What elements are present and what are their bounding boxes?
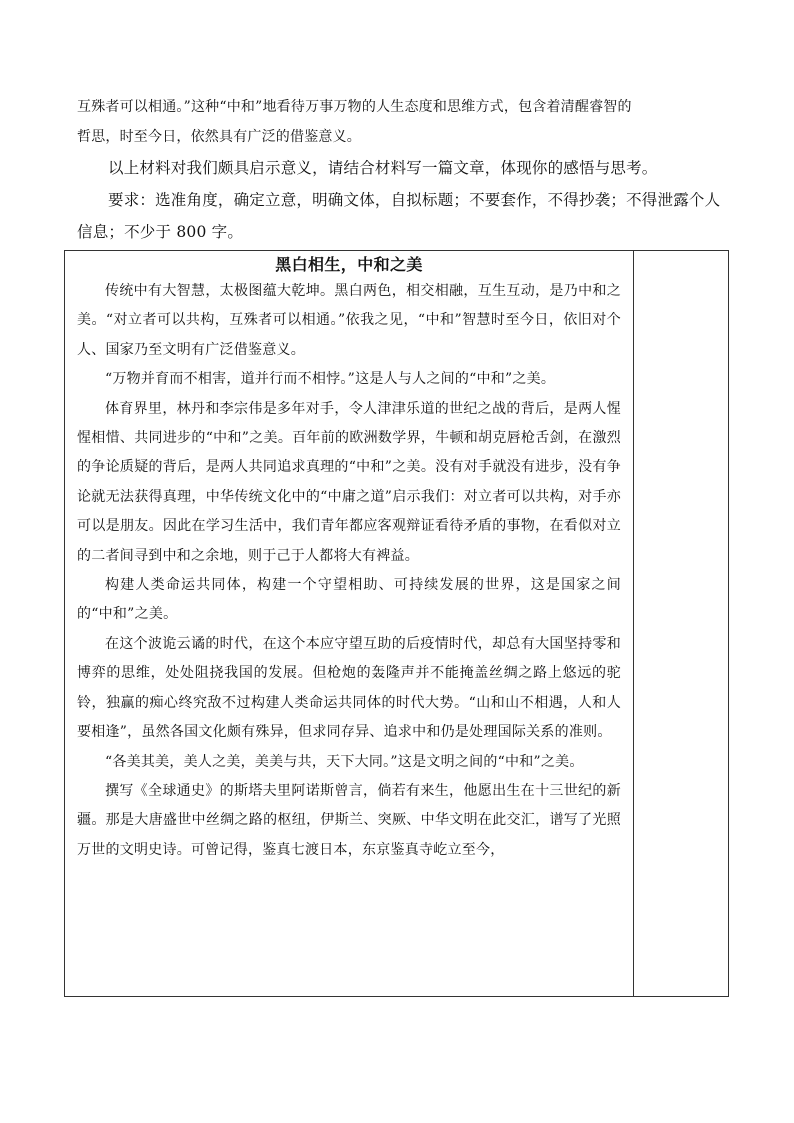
essay-paragraph: 体育界里，林丹和李宗伟是多年对手，令人津津乐道的世纪之战的背后，是两人惺惺相惜、共同进步的“中和”之美。百年前的欧洲数学界，牛顿和胡克唇枪舌剑，在激烈的争论质疑的背后，是两人共同追求真理的“中和”之美。没有对手就没有进步，没有争论就无法获得真理，中华传统文化中的“中庸之道”启示我们：对立者可以共构，对手亦可以是朋友。因此在学习生活中，我们青年都应客观辩证看待矛盾的事物，在看似对立的二者间寻到中和之余地，则于己于人都将大有裨益。 [77,400,621,564]
essay-cell [65,251,634,997]
prompt-section [77,92,737,248]
prompt-line-1: 互殊者可以相通。”这种“中和”地看待万事万物的人生态度和思维方式，包含着清醒睿智的 [77,99,632,115]
essay-table [64,250,729,997]
essay-paragraph: 构建人类命运共同体，构建一个守望相助、可持续发展的世界，这是国家之间的“中和”之美。 [77,577,621,623]
requirements-line-2: 信息；不少于 800 字。 [77,223,244,241]
writing-prompt: 以上材料对我们颇具启示意义，请结合材料写一篇文章，体现你的感悟与思考。 [108,159,658,177]
essay-body [65,251,633,865]
requirements-line-1: 要求：选准角度，确定立意，明确文体，自拟标题；不要套作，不得抄袭；不得泄露个人 [108,191,721,209]
essay-paragraph: 在这个波诡云谲的时代，在这个本应守望互助的后疫情时代，却总有大国坚持零和博弈的思维，处处阻挠我国的发展。但枪炮的轰隆声并不能掩盖丝绸之路上悠远的驼铃，独赢的痴心终究敌不过构建人类命运共同体的时代大势。“山和山不相遇，人和人要相逢”，虽然各国文化颇有殊异，但求同存异、追求中和仍是处理国际关系的准则。 [77,635,621,741]
prompt-line-2: 哲思，时至今日，依然具有广泛的借鉴意义。 [77,129,361,145]
essay-paragraph: “各美其美，美人之美，美美与共，天下大同。”这是文明之间的“中和”之美。 [105,753,584,770]
essay-paragraph: 撰写《全球通史》的斯塔夫里阿诺斯曾言，倘若有来生，他愿出生在十三世纪的新疆。那是大唐盛世中丝绸之路的枢纽，伊斯兰、突厥、中华文明在此交汇，谱写了光照万世的文明史诗。可曾记得，鉴真七渡日本，东京鉴真寺屹立至今， [77,782,621,858]
essay-title: 黑白相生，中和之美 [275,255,423,274]
comment-column [634,251,729,997]
essay-paragraph: 传统中有大智慧，太极图蕴大乾坤。黑白两色，相交相融，互生互动，是乃中和之美。“对立者可以共构，互殊者可以相通。”依我之见，“中和”智慧时至今日，依旧对个人、国家乃至文明有广泛借鉴意义。 [77,283,621,358]
essay-paragraph: “万物并育而不相害，道并行而不相悖。”这是人与人之间的“中和”之美。 [105,371,556,388]
